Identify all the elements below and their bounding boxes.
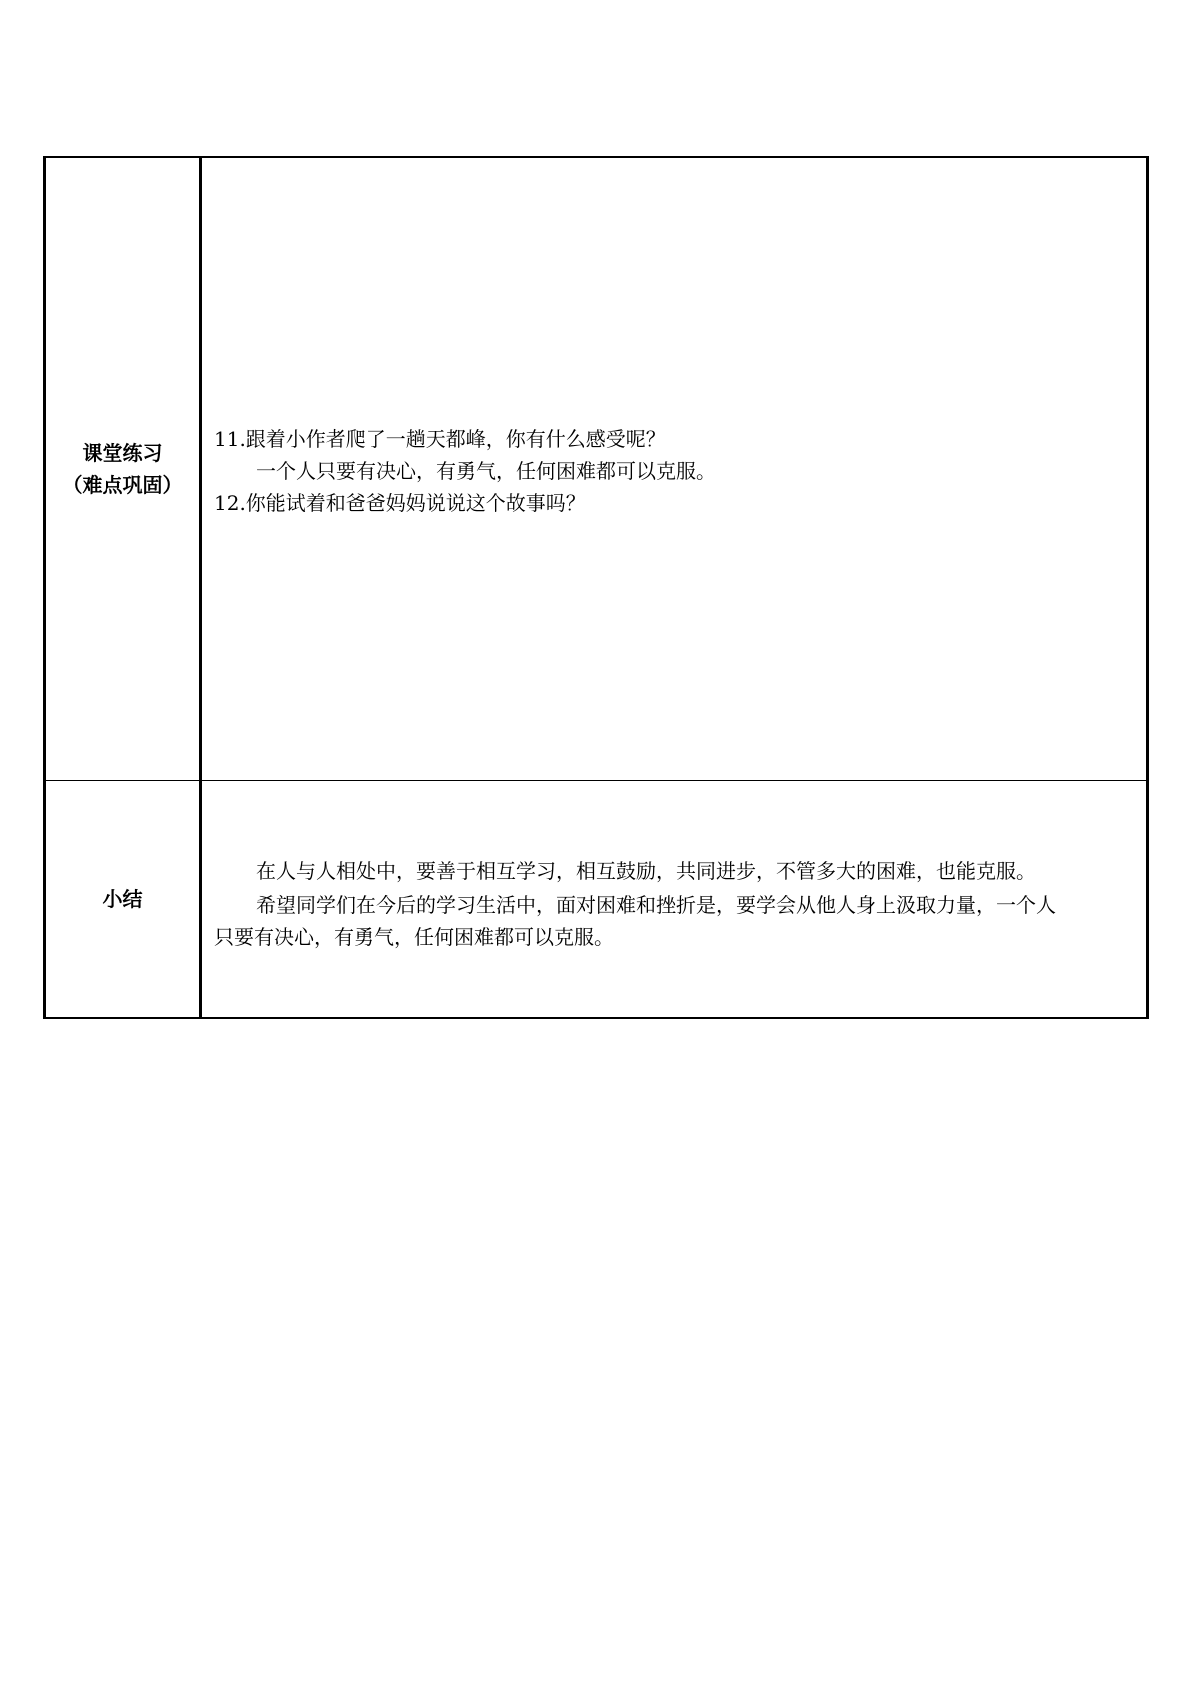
summary-content-cell: [202, 781, 1146, 1017]
summary-label-cell: [46, 781, 202, 1017]
summary-row: [46, 781, 1146, 1017]
practice-content-cell: [202, 158, 1146, 780]
question-12: 12.你能试着和爸爸妈妈说说这个故事吗？: [214, 491, 586, 515]
answer-11: 一个人只要有决心，有勇气，任何困难都可以克服。: [256, 459, 716, 483]
summary-paragraph-2-line-1: 希望同学们在今后的学习生活中，面对困难和挫折是，要学会从他人身上汲取力量，一个人: [256, 893, 1056, 917]
question-11: 11.跟着小作者爬了一趟天都峰，你有什么感受呢？: [214, 427, 666, 451]
summary-paragraph-1: 在人与人相处中，要善于相互学习，相互鼓励，共同进步，不管多大的困难，也能克服。: [256, 859, 1036, 883]
summary-paragraph-2-line-2: 只要有决心，有勇气，任何困难都可以克服。: [214, 925, 614, 949]
summary-label: 小结: [102, 887, 143, 911]
practice-label-title: 课堂练习: [82, 441, 163, 465]
practice-row: [46, 158, 1146, 781]
practice-label-subtitle: （难点巩固）: [62, 473, 183, 497]
lesson-plan-table: [43, 156, 1149, 1019]
practice-label-cell: [46, 158, 202, 780]
